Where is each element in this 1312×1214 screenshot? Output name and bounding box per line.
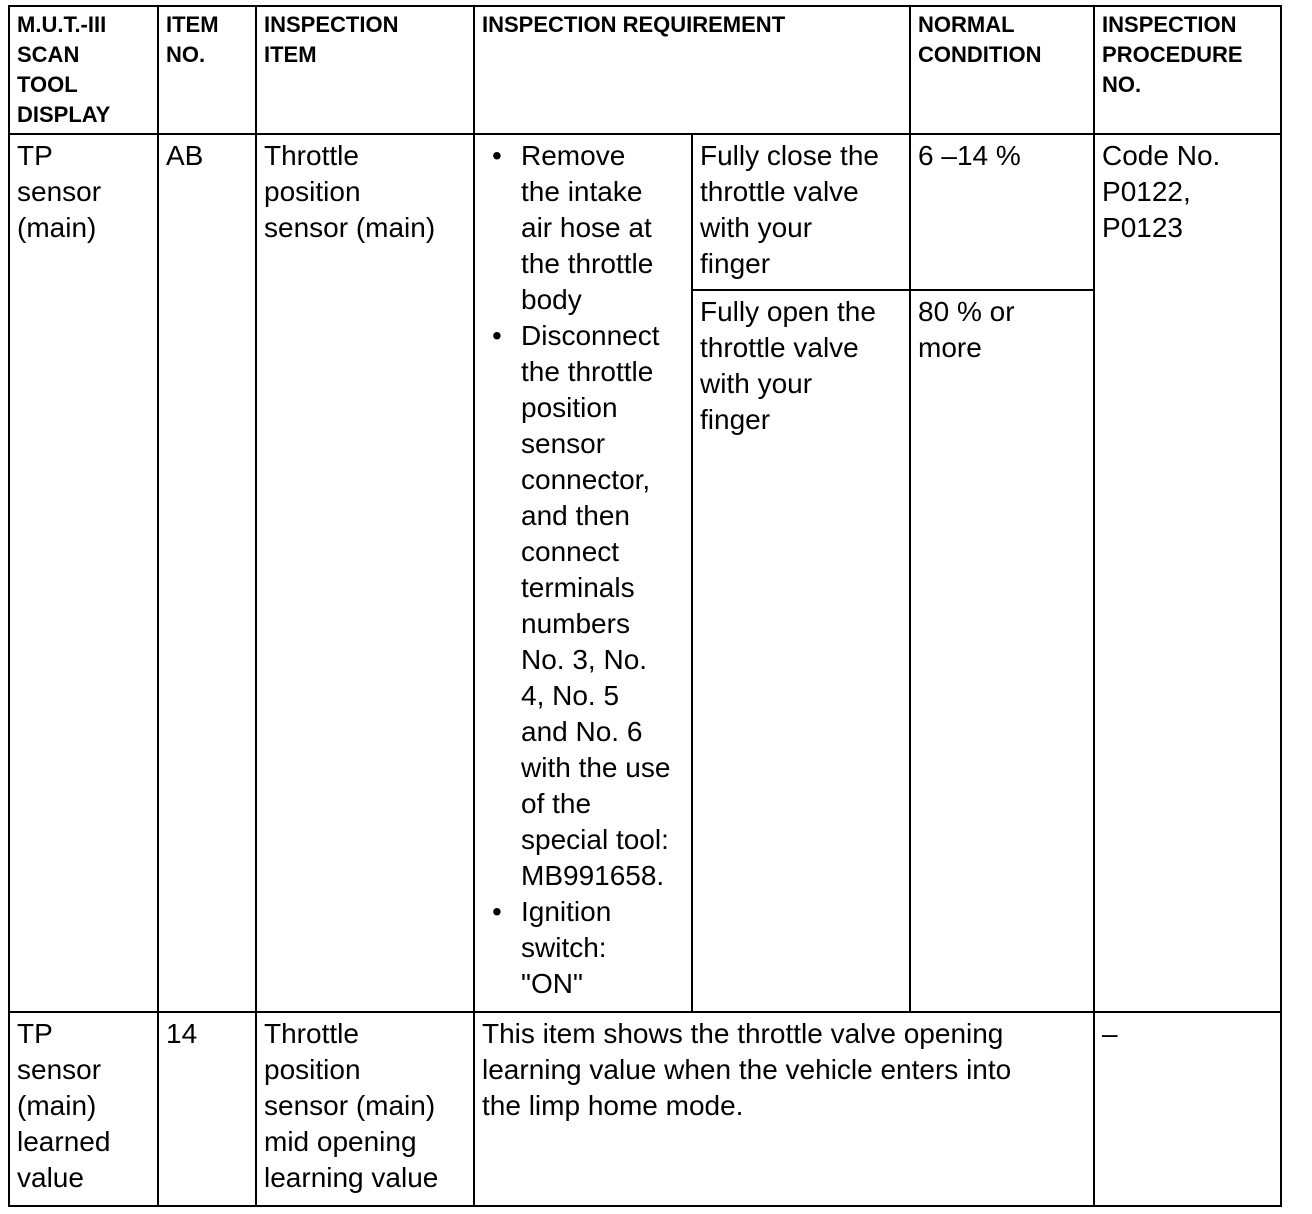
- cell-inspection-requirement-note: This item shows the throttle valve opening learning value when the vehicle enters into the limp home mode.: [474, 1012, 1094, 1206]
- cell-condition-action-open: Fully open the throttle valve with your finger: [692, 290, 910, 1012]
- header-row: [9, 6, 1281, 134]
- cell-inspection-item: Throttle position sensor (main) mid opening learning value: [256, 1012, 474, 1206]
- header-inspection-item: INSPECTION ITEM: [256, 6, 474, 134]
- cell-normal-condition-open: 80 % or more: [910, 290, 1094, 1012]
- cell-inspection-procedure: –: [1094, 1012, 1281, 1206]
- table-row-tp-sensor-main: [9, 134, 1281, 290]
- cell-scan-tool-display: TP sensor (main) learned value: [9, 1012, 158, 1206]
- table-row-tp-sensor-learned-value: [9, 1012, 1281, 1206]
- header-scan-tool-display: M.U.T.-III SCAN TOOL DISPLAY: [9, 6, 158, 134]
- cell-normal-condition-close: 6 –14 %: [910, 134, 1094, 290]
- header-inspection-requirement: INSPECTION REQUIREMENT: [474, 6, 910, 134]
- requirement-item: • Remove the intake air hose at the throttle body: [482, 138, 684, 318]
- cell-inspection-requirement: [474, 134, 692, 1012]
- header-item-no: ITEM NO.: [158, 6, 256, 134]
- requirement-list: [482, 138, 684, 1002]
- inspection-table: [8, 5, 1282, 1207]
- cell-inspection-item: Throttle position sensor (main): [256, 134, 474, 1012]
- cell-item-no: 14: [158, 1012, 256, 1206]
- requirement-item: • Disconnect the throttle position sensor connector, and then connect terminals numbers No. 3, No. 4, No. 5 and No. 6 with the use of the special tool: MB991658.: [482, 318, 684, 894]
- header-inspection-procedure-no: INSPECTION PROCEDURE NO.: [1094, 6, 1281, 134]
- requirement-item: • Ignition switch: "ON": [482, 894, 684, 1002]
- header-normal-condition: NORMAL CONDITION: [910, 6, 1094, 134]
- cell-item-no: AB: [158, 134, 256, 1012]
- cell-condition-action-close: Fully close the throttle valve with your finger: [692, 134, 910, 290]
- cell-scan-tool-display: TP sensor (main): [9, 134, 158, 1012]
- cell-inspection-procedure: Code No. P0122, P0123: [1094, 134, 1281, 1012]
